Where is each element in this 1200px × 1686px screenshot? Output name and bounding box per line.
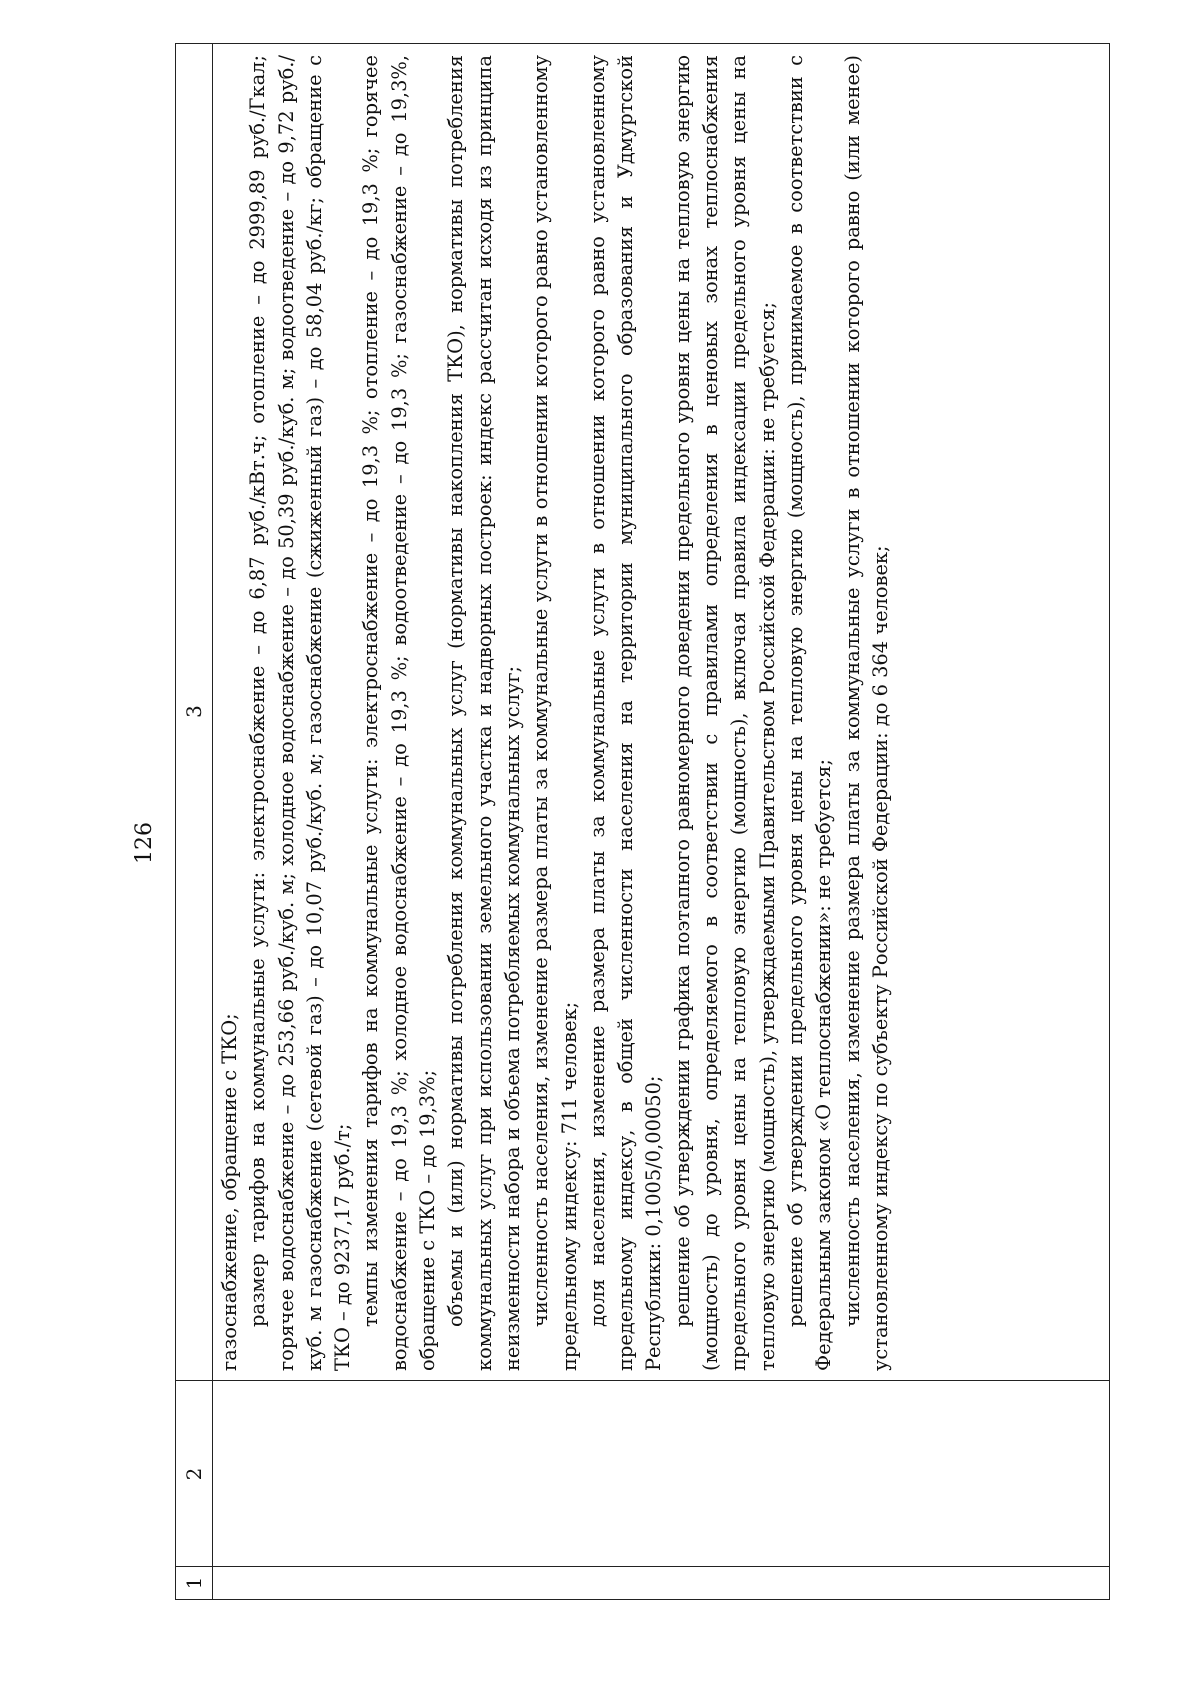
paragraph: решение об утверждении предельного уровня цены на тепловую энергию (мощность), принимаемое в соответствии с Федеральным законом «О теплоснабжении»: не требуется; — [783, 55, 836, 1371]
paragraph: объемы и (или) нормативы потребления коммунальных услуг (нормативы накопления ТКО), нормативы потребления коммунальных услуг при использовании земельного участка и надворных построек: индекс рассчитан исходя из принципа неизменности набора и объема потребляемых коммунальных услуг; — [444, 55, 524, 1371]
column-header-3: 3 — [182, 705, 206, 718]
column-divider-2 — [176, 1380, 1109, 1381]
paragraph: размер тарифов на коммунальные услуги: электроснабжение – до 6,87 руб./кВт.ч; отопление – до 2999,89 руб./Гкал; горячее водоснабжение – до 253,66 руб./куб. м; холодное водоснабжение – до 50,39 руб./куб. м; водоотведение – до 9,72 руб./куб. м газоснабжение (сетевой газ) – до 10,07 руб./куб. м; газоснабжение (сжиженный газ) – до 58,04 руб./кг; обращение с ТКО – до 9237,17 руб./т; — [246, 55, 355, 1371]
table-cell-column-3 — [216, 55, 895, 1371]
column-header-1: 1 — [182, 1576, 206, 1590]
header-divider — [212, 44, 213, 1599]
paragraph: численность населения, изменение размера платы за коммунальные услуги в отношении которого равно (или менее) установленному индексу по субъекту Российской Федерации: до 6 364 человек; — [840, 55, 892, 1371]
paragraph: решение об утверждении графика поэтапного равномерного доведения предельного уровня цены на тепловую энергию (мощность) до уровня, определяемого в соответствии с правилами определения в ценовых зонах теплоснабжения предельного уровня цены на тепловую энергию (мощность), включая правила индексации предельного уровня цены на тепловую энергию (мощность), утверждаемыми Правительством Российской Федерации: не требуется; — [670, 55, 779, 1371]
page-number: 126 — [132, 822, 157, 864]
column-header-2: 2 — [182, 1467, 206, 1481]
column-divider-1 — [176, 1566, 1109, 1567]
paragraph: доля населения, изменение размера платы за коммунальные услуги в отношении которого равно установленному предельному индексу, в общей численности населения на территории муниципального образования и Удмуртской Республики: 0,1005/0,00050; — [585, 55, 666, 1371]
paragraph: темпы изменения тарифов на коммунальные услуги: электроснабжение – до 19,3 %; отопление – до 19,3 %; горячее водоснабжение – до 19,3 %; холодное водоснабжение – до 19,3 %; водоотведение – до 19,3 %; газоснабжение – до 19,3%, обращение с ТКО – до 19,3%; — [359, 55, 440, 1371]
paragraph: численность населения, изменение размера платы за коммунальные услуги в отношении которого равно установленному предельному индексу: 711 человек; — [529, 55, 581, 1371]
paragraph: газоснабжение, обращение с ТКО; — [218, 1013, 241, 1371]
document-table — [175, 43, 1110, 1600]
